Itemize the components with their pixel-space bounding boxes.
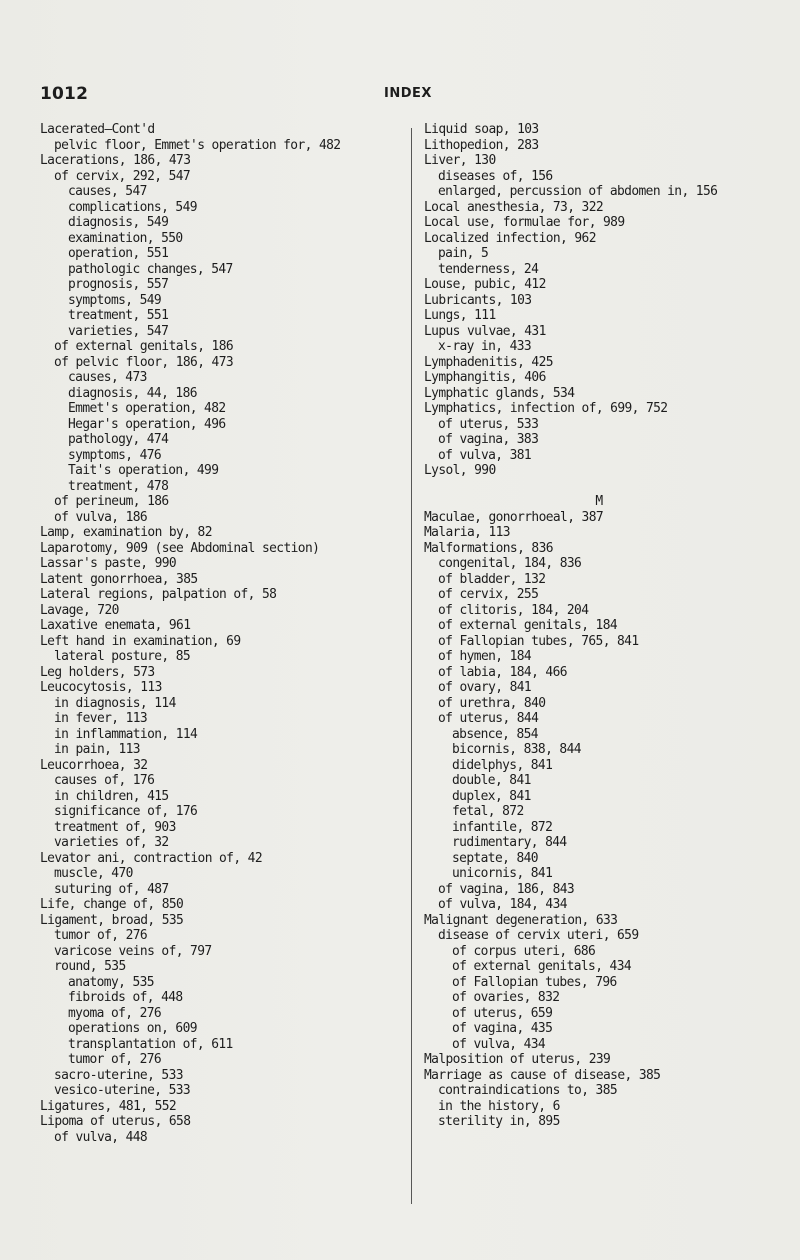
index-entry: muscle, 470	[54, 866, 133, 881]
index-entry: of ovary, 841	[438, 680, 532, 695]
index-entry: absence, 854	[452, 726, 538, 742]
index-entry: Lacerated—Cont'd	[40, 122, 155, 137]
index-entry: operations on, 609	[68, 1021, 197, 1036]
index-entry: causes, 473	[68, 370, 147, 385]
index-entry: Lymphatic glands, 534	[424, 385, 575, 401]
index-entry: Laxative enemata, 961	[40, 618, 191, 633]
index-entry: of Fallopian tubes, 796	[452, 974, 617, 990]
index-entry: Leg holders, 573	[40, 664, 155, 680]
index-entry: of vagina, 435	[452, 1021, 553, 1036]
index-entry: tenderness, 24	[438, 261, 539, 277]
index-entry: Lacerations, 186, 473	[40, 153, 191, 168]
index-entry: varicose veins of, 797	[54, 943, 212, 959]
index-entry: x-ray in, 433	[438, 339, 532, 354]
index-entry: of Fallopian tubes, 765, 841	[438, 633, 639, 649]
running-title: INDEX	[384, 86, 432, 101]
index-entry: of hymen, 184	[438, 649, 532, 664]
index-entry: symptoms, 549	[68, 292, 162, 308]
index-entry: pelvic floor, Emmet's operation for, 482	[54, 137, 341, 153]
index-entry: anatomy, 535	[68, 974, 154, 990]
page-header	[40, 84, 760, 108]
index-entry: causes, 547	[68, 184, 147, 199]
index-entry: Lateral regions, palpation of, 58	[40, 587, 277, 602]
index-entry: treatment, 478	[68, 478, 169, 494]
index-entry: disease of cervix uteri, 659	[438, 928, 639, 943]
index-entry: septate, 840	[452, 850, 538, 866]
index-entry: of corpus uteri, 686	[452, 943, 596, 959]
index-entry: examination, 550	[68, 230, 183, 246]
index-entry: Lithopedion, 283	[424, 137, 539, 153]
index-entry: Hegar's operation, 496	[68, 416, 226, 432]
index-entry: double, 841	[452, 773, 531, 788]
index-entry: in pain, 113	[54, 742, 140, 757]
index-entry: varieties, 547	[68, 323, 169, 339]
index-entry: didelphys, 841	[452, 757, 553, 773]
index-entry: in children, 415	[54, 788, 169, 804]
index-entry: congenital, 184, 836	[438, 556, 582, 571]
index-entry: of external genitals, 434	[452, 959, 632, 974]
index-entry: Lamp, examination by, 82	[40, 525, 212, 540]
index-entry: complications, 549	[68, 199, 197, 215]
index-entry: diseases of, 156	[438, 168, 553, 184]
index-entry: of bladder, 132	[438, 571, 546, 587]
index-entry: unicornis, 841	[452, 866, 553, 881]
index-entry: Lipoma of uterus, 658	[40, 1114, 191, 1129]
index-entry: in the history, 6	[438, 1098, 560, 1114]
left-index-column	[40, 122, 400, 1145]
index-entry: Malposition of uterus, 239	[424, 1052, 611, 1067]
index-entry: in diagnosis, 114	[54, 695, 176, 711]
index-entry: Liver, 130	[424, 153, 496, 168]
index-entry: infantile, 872	[452, 819, 553, 835]
index-entry: diagnosis, 44, 186	[68, 385, 197, 401]
section-letter: M	[595, 494, 603, 509]
index-entry: Liquid soap, 103	[424, 122, 539, 137]
index-entry: Left hand in examination, 69	[40, 633, 241, 649]
index-entry: varieties of, 32	[54, 835, 169, 850]
index-entry: of labia, 184, 466	[438, 664, 567, 680]
section-spacer	[424, 479, 774, 495]
index-entry: of vagina, 383	[438, 432, 539, 447]
index-entry: Lymphatics, infection of, 699, 752	[424, 401, 668, 416]
index-entry: of ovaries, 832	[452, 990, 560, 1005]
index-entry: sterility in, 895	[438, 1114, 560, 1129]
index-entry: duplex, 841	[452, 788, 531, 804]
index-entry: of perineum, 186	[54, 494, 169, 509]
index-entry: of cervix, 292, 547	[54, 168, 191, 184]
index-entry: Malaria, 113	[424, 525, 510, 540]
index-entry: Life, change of, 850	[40, 897, 184, 912]
index-entry: of uterus, 844	[438, 711, 539, 726]
index-entry: fibroids of, 448	[68, 990, 183, 1005]
index-entry: prognosis, 557	[68, 277, 169, 292]
index-entry: symptoms, 476	[68, 447, 162, 463]
index-entry: transplantation of, 611	[68, 1036, 233, 1052]
index-entry: enlarged, percussion of abdomen in, 156	[438, 184, 718, 199]
index-entry: myoma of, 276	[68, 1005, 162, 1021]
index-entry: of external genitals, 186	[54, 339, 234, 354]
index-entry: of vulva, 448	[54, 1129, 148, 1145]
index-entry: of pelvic floor, 186, 473	[54, 354, 234, 370]
index-entry: pain, 5	[438, 246, 489, 261]
index-entry: Local use, formulae for, 989	[424, 215, 625, 230]
index-entry: of clitoris, 184, 204	[438, 602, 589, 618]
index-entry: rudimentary, 844	[452, 835, 567, 850]
index-entry: Malformations, 836	[424, 540, 553, 556]
index-entry: of vulva, 434	[452, 1036, 546, 1052]
index-entry: Marriage as cause of disease, 385	[424, 1067, 661, 1083]
index-entry: Latent gonorrhoea, 385	[40, 571, 198, 587]
index-entry: Emmet's operation, 482	[68, 401, 226, 416]
index-entry: of vulva, 381	[438, 447, 532, 463]
index-entry: Lassar's paste, 990	[40, 556, 177, 571]
index-entry: in inflammation, 114	[54, 726, 198, 742]
index-entry: vesico-uterine, 533	[54, 1083, 191, 1098]
index-entry: pathologic changes, 547	[68, 261, 233, 277]
index-entry: Maculae, gonorrhoeal, 387	[424, 509, 604, 525]
column-divider	[411, 128, 412, 1204]
index-entry: Lavage, 720	[40, 602, 119, 618]
index-entry: operation, 551	[68, 246, 169, 261]
index-entry: of external genitals, 184	[438, 618, 618, 633]
index-entry: tumor of, 276	[54, 928, 148, 943]
index-entry: Malignant degeneration, 633	[424, 912, 618, 928]
index-entry: Ligament, broad, 535	[40, 912, 184, 928]
index-entry: Leucocytosis, 113	[40, 680, 162, 695]
right-index-column	[424, 122, 774, 1130]
index-entry: Louse, pubic, 412	[424, 277, 546, 292]
index-entry: Leucorrhoea, 32	[40, 757, 148, 773]
index-entry: of vulva, 184, 434	[438, 897, 567, 912]
index-entry: of urethra, 840	[438, 695, 546, 711]
index-entry: Lymphangitis, 406	[424, 370, 546, 385]
index-entry: diagnosis, 549	[68, 215, 169, 230]
index-entry: bicornis, 838, 844	[452, 742, 581, 757]
index-entry: fetal, 872	[452, 804, 524, 819]
index-entry: of vulva, 186	[54, 509, 148, 525]
index-entry: Lysol, 990	[424, 463, 496, 478]
index-entry: tumor of, 276	[68, 1052, 162, 1067]
index-entry: Ligatures, 481, 552	[40, 1098, 177, 1114]
index-entry: Tait's operation, 499	[68, 463, 219, 478]
index-entry: contraindications to, 385	[438, 1083, 618, 1098]
index-entry: Localized infection, 962	[424, 230, 596, 246]
page-number: 1012	[40, 84, 89, 104]
index-entry: of uterus, 533	[438, 416, 539, 432]
index-entry: significance of, 176	[54, 804, 198, 819]
index-entry: treatment of, 903	[54, 819, 176, 835]
index-entry: suturing of, 487	[54, 881, 169, 897]
index-entry: of uterus, 659	[452, 1005, 553, 1021]
index-entry: sacro-uterine, 533	[54, 1067, 183, 1083]
index-entry: Levator ani, contraction of, 42	[40, 850, 262, 866]
index-entry: Laparotomy, 909 (see Abdominal section)	[40, 540, 320, 556]
index-entry: pathology, 474	[68, 432, 169, 447]
index-entry: of cervix, 255	[438, 587, 539, 602]
index-entry: Lupus vulvae, 431	[424, 323, 546, 339]
index-entry: Lymphadenitis, 425	[424, 354, 553, 370]
index-entry: lateral posture, 85	[54, 649, 191, 664]
index-entry: Lungs, 111	[424, 308, 496, 323]
index-entry: causes of, 176	[54, 773, 155, 788]
index-entry: in fever, 113	[54, 711, 148, 726]
index-entry: Lubricants, 103	[424, 292, 532, 308]
index-entry: Local anesthesia, 73, 322	[424, 199, 604, 215]
index-entry: of vagina, 186, 843	[438, 881, 575, 897]
index-entry: round, 535	[54, 959, 126, 974]
index-entry: treatment, 551	[68, 308, 169, 323]
